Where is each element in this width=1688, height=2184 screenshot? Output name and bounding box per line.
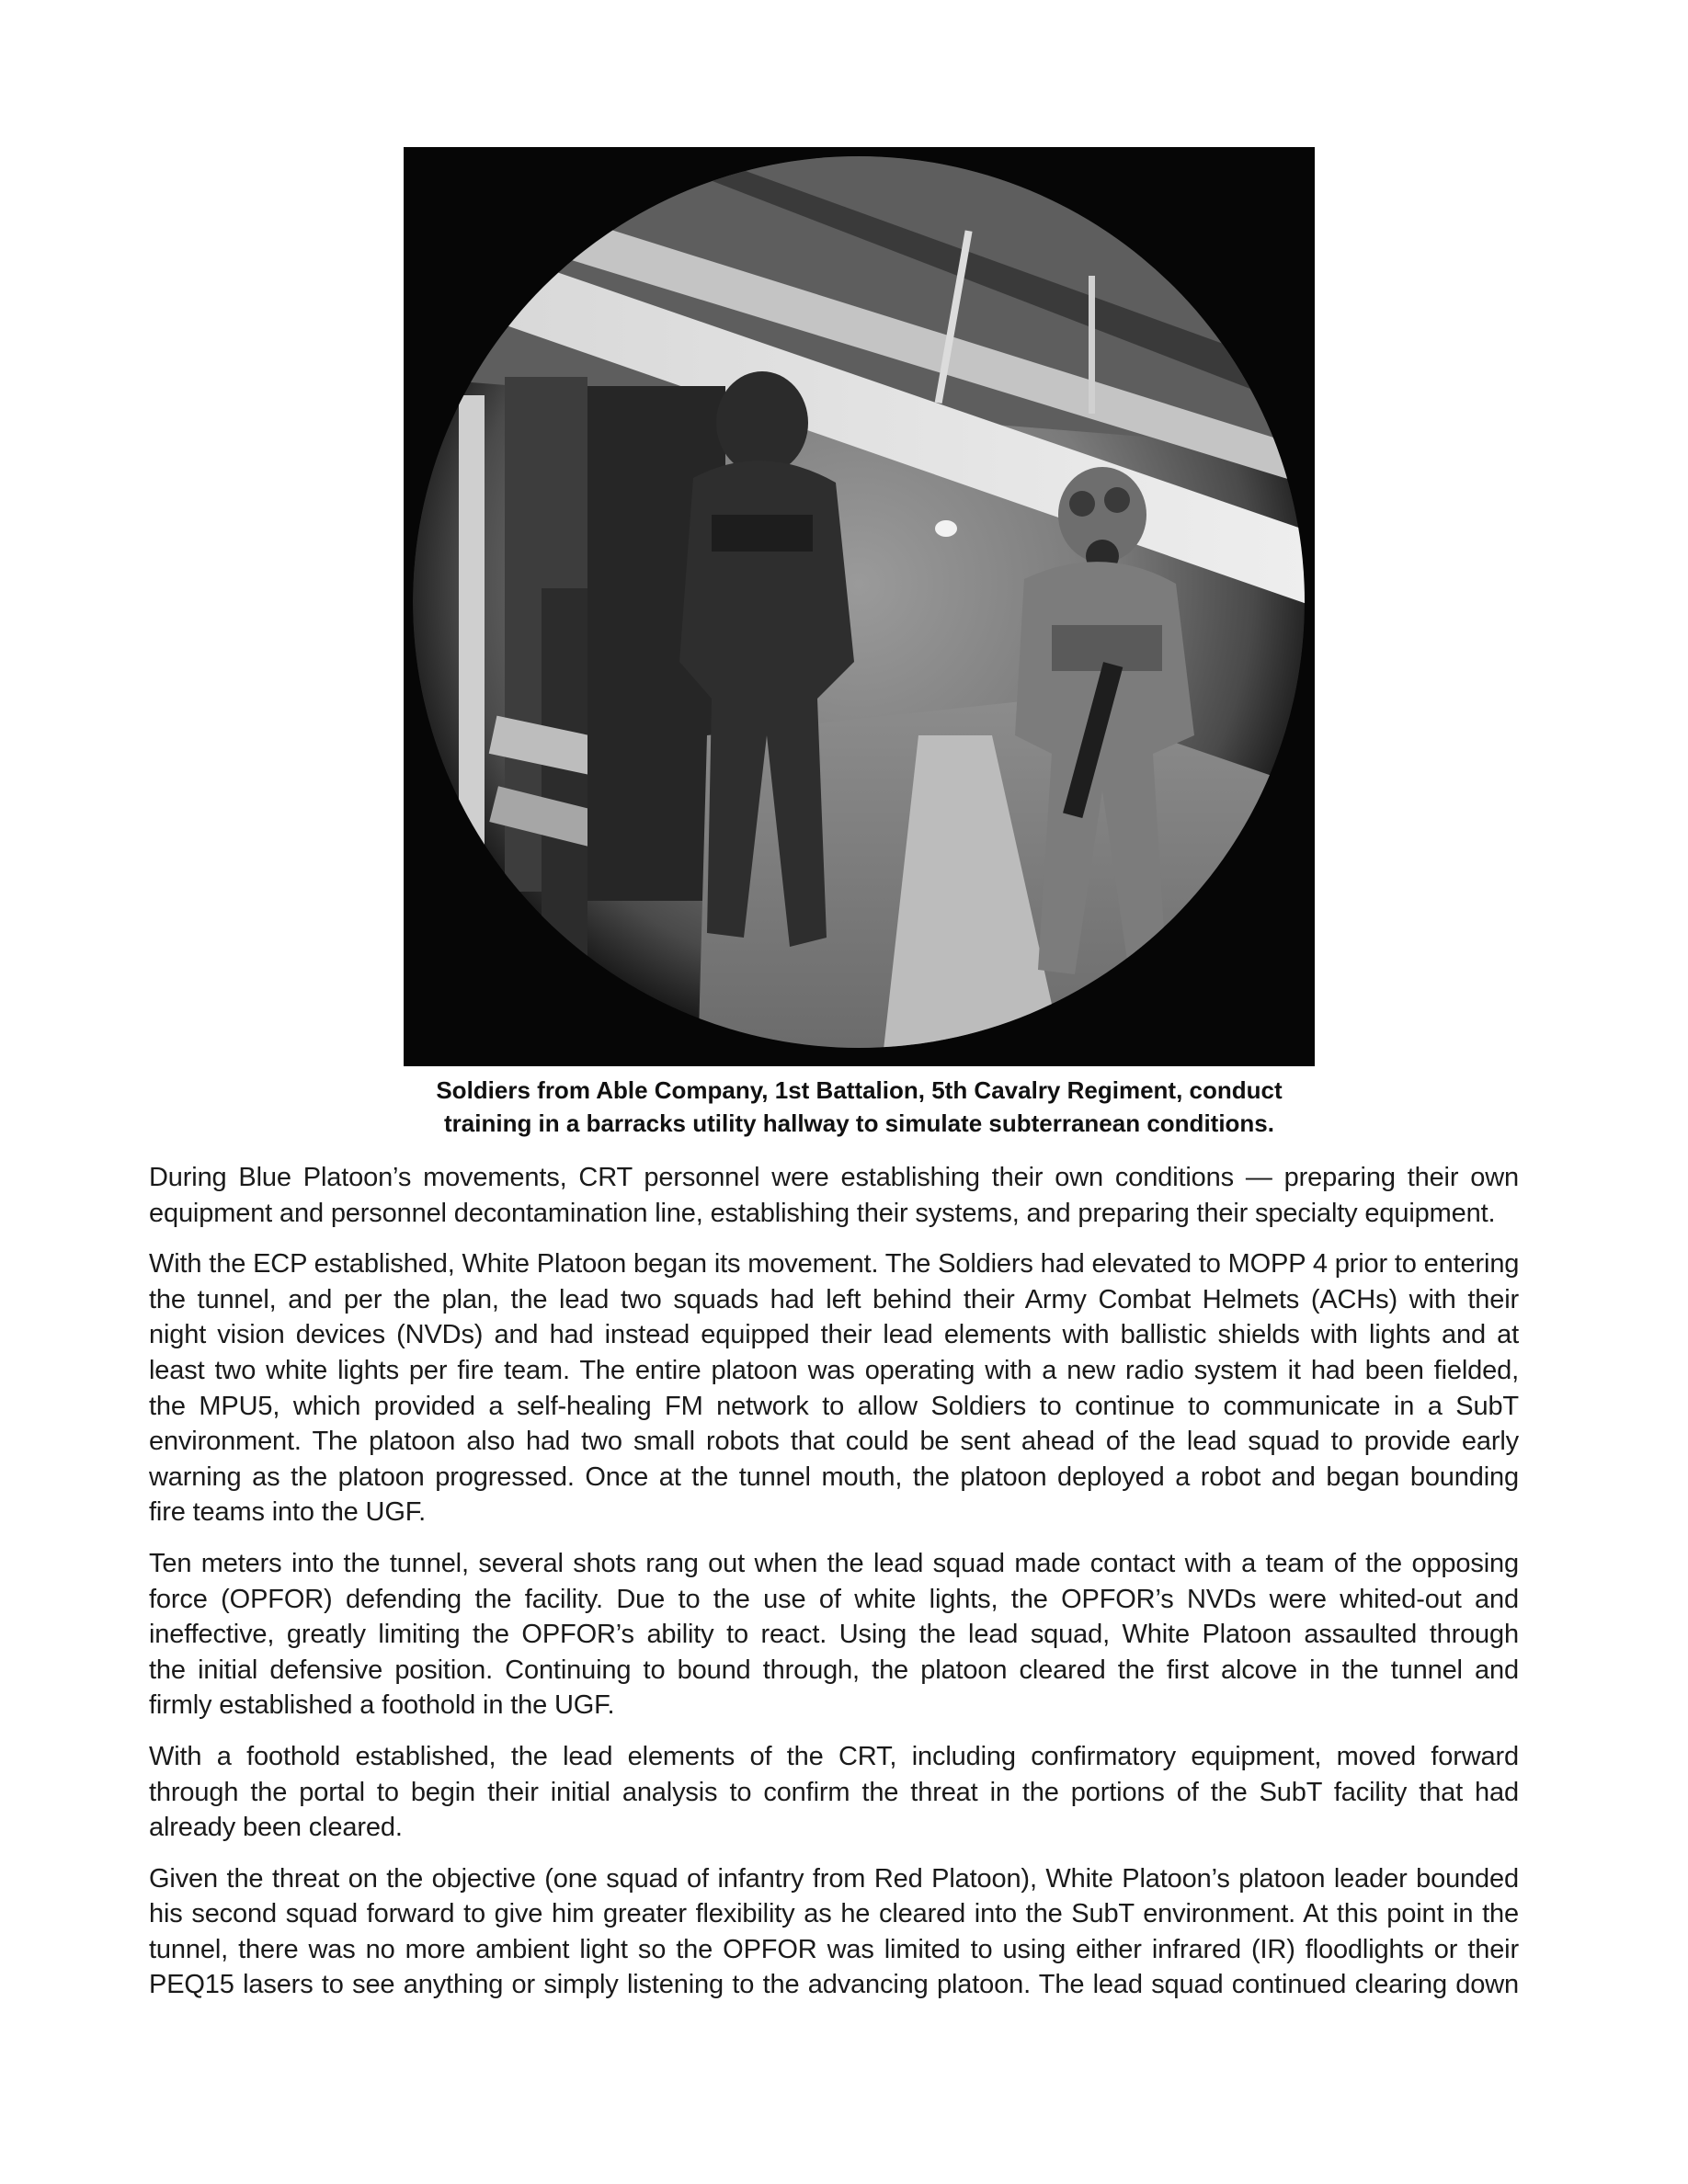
- text-line: environment. The platoon also had two small robots that could be sent ahead of the lead squad to provide early: [149, 1427, 1519, 1457]
- text-line: already been cleared.: [149, 1813, 403, 1843]
- text-line: Given the threat on the objective (one squad of infantry from Red Platoon), White Platoon’s platoon leader bounded: [149, 1863, 1519, 1894]
- caption-line: Soldiers from Able Company, 1st Battalion, 5th Cavalry Regiment, conduct: [436, 1076, 1283, 1104]
- text-line: With the ECP established, White Platoon began its movement. The Soldiers had elevated to MOPP 4 prior to entering: [149, 1249, 1520, 1280]
- text-line: PEQ15 lasers to see anything or simply listening to the advancing platoon. The lead squad continued clearing down: [149, 1970, 1519, 2000]
- figure-caption: [349, 1074, 1369, 1140]
- paragraph: [149, 1246, 1519, 1530]
- text-line: warning as the platoon progressed. Once at the tunnel mouth, the platoon deployed a robot and began bounding: [149, 1462, 1519, 1492]
- text-line: force (OPFOR) defending the facility. Due to the use of white lights, the OPFOR’s NVDs were whited-out and: [149, 1584, 1519, 1614]
- night-vision-photo: [404, 147, 1315, 1066]
- text-line: fire teams into the UGF.: [149, 1497, 427, 1528]
- text-line: the initial defensive position. Continuing to bound through, the platoon cleared the first alcove in the tunnel and: [149, 1655, 1519, 1685]
- paragraph: [149, 1739, 1519, 1846]
- text-line: equipment and personnel decontamination line, establishing their systems, and preparing their specialty equipment.: [149, 1198, 1496, 1228]
- text-line: through the portal to begin their initial analysis to confirm the threat in the portions of the SubT facility that had: [149, 1777, 1519, 1807]
- text-line: least two white lights per fire team. The entire platoon was operating with a new radio system it had been fielded,: [149, 1355, 1519, 1385]
- night-vision-photo-icon: [404, 147, 1315, 1066]
- text-line: With a foothold established, the lead elements of the CRT, including confirmatory equipment, moved forward: [149, 1741, 1519, 1771]
- text-line: During Blue Platoon’s movements, CRT personnel were establishing their own conditions — preparing their own: [149, 1163, 1519, 1192]
- article-body: [149, 1160, 1519, 2019]
- paragraph: [149, 1160, 1519, 1231]
- text-line: Ten meters into the tunnel, several shots rang out when the lead squad made contact with a team of the opposing: [149, 1548, 1519, 1578]
- text-line: night vision devices (NVDs) and had instead equipped their lead elements with ballistic shields with lights and at: [149, 1320, 1519, 1350]
- caption-line: training in a barracks utility hallway to simulate subterranean conditions.: [444, 1109, 1274, 1137]
- text-line: the MPU5, which provided a self-healing FM network to allow Soldiers to continue to communicate in a SubT: [149, 1391, 1519, 1421]
- text-line: the tunnel, and per the plan, the lead two squads had left behind their Army Combat Helmets (ACHs) with their: [149, 1284, 1519, 1314]
- text-line: tunnel, there was no more ambient light so the OPFOR was limited to using either infrared (IR) floodlights or their: [149, 1934, 1519, 1964]
- text-line: his second squad forward to give him greater flexibility as he cleared into the SubT environment. At this point in the: [149, 1899, 1519, 1929]
- text-line: firmly established a foothold in the UGF.: [149, 1690, 615, 1721]
- paragraph: [149, 1546, 1519, 1723]
- paragraph: [149, 1861, 1519, 2003]
- text-line: ineffective, greatly limiting the OPFOR’s ability to react. Using the lead squad, White Platoon assaulted through: [149, 1620, 1519, 1650]
